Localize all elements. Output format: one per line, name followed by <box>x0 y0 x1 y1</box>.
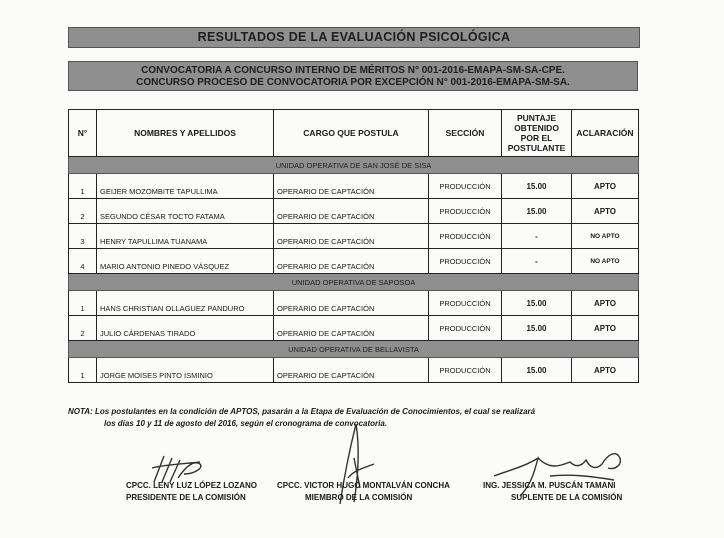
row-name: HENRY TAPULLIMA TUANAMA <box>97 224 274 249</box>
row-num: 3 <box>69 224 97 249</box>
row-aclaracion: APTO <box>572 199 639 224</box>
row-name: JORGE MOISES PINTO ISMINIO <box>97 358 274 383</box>
signatory-name: CPCC. LENY LUZ LÓPEZ LOZANO <box>126 481 257 490</box>
row-puntaje: - <box>502 249 572 274</box>
row-puntaje: 15.00 <box>502 316 572 341</box>
row-aclaracion: NO APTO <box>572 249 639 274</box>
table-header-row <box>69 110 639 157</box>
row-num: 1 <box>69 358 97 383</box>
row-puntaje: - <box>502 224 572 249</box>
row-seccion: PRODUCCIÓN <box>429 291 502 316</box>
row-cargo: OPERARIO DE CAPTACIÓN <box>274 316 429 341</box>
unit-row-bellavista <box>69 341 639 358</box>
row-aclaracion: APTO <box>572 291 639 316</box>
convocatoria-line-1: CONVOCATORIA A CONCURSO INTERNO DE MÉRITOS N° 001-2016-EMAPA-SM-SA-CPE. <box>141 65 565 76</box>
signatory-presidente <box>126 480 257 504</box>
header-aclaracion: ACLARACIÓN <box>572 110 639 157</box>
nota-line-2: los días 10 y 11 de agosto del 2016, según el cronograma de convocatoria. <box>104 419 388 428</box>
convocatoria-line-2: CONCURSO PROCESO DE CONVOCATORIA POR EXCEPCIÓN N° 001-2016-EMAPA-SM-SA. <box>136 77 570 88</box>
row-aclaracion: APTO <box>572 358 639 383</box>
row-seccion: PRODUCCIÓN <box>429 199 502 224</box>
table-row <box>69 249 639 274</box>
convocatoria-banner <box>68 61 638 91</box>
signatory-role: PRESIDENTE DE LA COMISIÓN <box>126 493 246 502</box>
row-seccion: PRODUCCIÓN <box>429 224 502 249</box>
signatory-name: ING. JESSICA M. PUSCÁN TAMANI <box>483 481 616 490</box>
table-row <box>69 291 639 316</box>
row-name: GEIJER MOZOMBITE TAPULLIMA <box>97 174 274 199</box>
row-aclaracion: NO APTO <box>572 224 639 249</box>
row-cargo: OPERARIO DE CAPTACIÓN <box>274 199 429 224</box>
row-seccion: PRODUCCIÓN <box>429 316 502 341</box>
row-seccion: PRODUCCIÓN <box>429 249 502 274</box>
signatory-name: CPCC. VICTOR HUGO MONTALVÁN CONCHA <box>277 481 450 490</box>
row-num: 4 <box>69 249 97 274</box>
header-num: N° <box>69 110 97 157</box>
signatory-role: MIEMBRO DE LA COMISIÓN <box>305 493 413 502</box>
unit-label: UNIDAD OPERATIVA DE SAPOSOA <box>69 274 639 291</box>
document-title: RESULTADOS DE LA EVALUACIÓN PSICOLÓGICA <box>68 27 640 48</box>
row-name: SEGUNDO CÉSAR TOCTO FATAMA <box>97 199 274 224</box>
row-seccion: PRODUCCIÓN <box>429 174 502 199</box>
row-seccion: PRODUCCIÓN <box>429 358 502 383</box>
signatory-suplente <box>483 480 622 504</box>
row-cargo: OPERARIO DE CAPTACIÓN <box>274 174 429 199</box>
signatory-miembro <box>277 480 450 504</box>
header-cargo: CARGO QUE POSTULA <box>274 110 429 157</box>
row-num: 1 <box>69 174 97 199</box>
row-cargo: OPERARIO DE CAPTACIÓN <box>274 358 429 383</box>
header-nombres: NOMBRES Y APELLIDOS <box>97 110 274 157</box>
row-num: 2 <box>69 199 97 224</box>
row-name: MARIO ANTONIO PINEDO VÁSQUEZ <box>97 249 274 274</box>
unit-label: UNIDAD OPERATIVA DE BELLAVISTA <box>69 341 639 358</box>
table-row <box>69 224 639 249</box>
row-cargo: OPERARIO DE CAPTACIÓN <box>274 224 429 249</box>
row-cargo: OPERARIO DE CAPTACIÓN <box>274 249 429 274</box>
row-aclaracion: APTO <box>572 316 639 341</box>
table-row <box>69 174 639 199</box>
row-cargo: OPERARIO DE CAPTACIÓN <box>274 291 429 316</box>
row-num: 2 <box>69 316 97 341</box>
table-row <box>69 358 639 383</box>
row-name: JULIO CÁRDENAS TIRADO <box>97 316 274 341</box>
table-row <box>69 316 639 341</box>
row-name: HANS CHRISTIAN OLLAGUEZ PANDURO <box>97 291 274 316</box>
table-row <box>69 199 639 224</box>
signatory-role: SUPLENTE DE LA COMISIÓN <box>511 493 623 502</box>
row-num: 1 <box>69 291 97 316</box>
unit-label: UNIDAD OPERATIVA DE SAN JOSÉ DE SISA <box>69 157 639 174</box>
header-puntaje: PUNTAJE OBTENIDO POR EL POSTULANTE <box>502 110 572 157</box>
results-table <box>68 109 639 383</box>
row-puntaje: 15.00 <box>502 358 572 383</box>
row-puntaje: 15.00 <box>502 291 572 316</box>
nota-label: NOTA: <box>68 407 93 416</box>
unit-row-san-jose-de-sisa <box>69 157 639 174</box>
nota-line-1: Los postulantes en la condición de APTOS, pasarán a la Etapa de Evaluación de Conocimientos, el cual se realizará <box>94 407 536 416</box>
row-puntaje: 15.00 <box>502 174 572 199</box>
row-aclaracion: APTO <box>572 174 639 199</box>
row-puntaje: 15.00 <box>502 199 572 224</box>
header-seccion: SECCIÓN <box>429 110 502 157</box>
unit-row-saposoa <box>69 274 639 291</box>
